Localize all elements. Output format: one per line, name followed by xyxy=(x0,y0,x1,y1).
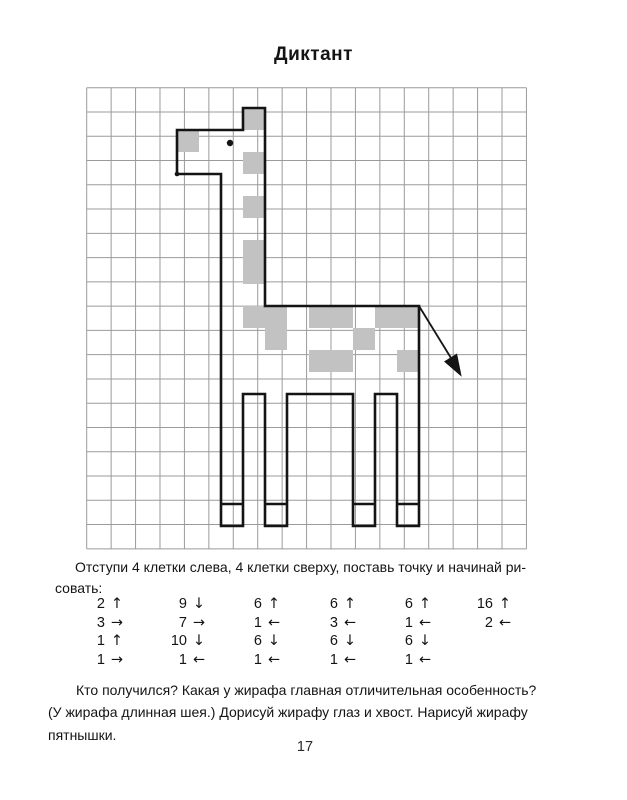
dictation-arrow: ↑ xyxy=(267,596,281,612)
instruction-paragraph xyxy=(55,557,595,599)
dictation-arrow: ← xyxy=(192,651,206,668)
dictation-arrow: ↑ xyxy=(418,596,432,612)
dictation-arrow: → xyxy=(110,651,124,668)
dictation-arrow: ← xyxy=(418,651,432,668)
dictation-arrow: ← xyxy=(343,651,357,668)
instruction-line: Отступи 4 клетки слева, 4 клетки сверху, поставь точку и начинай ри- xyxy=(75,559,527,575)
question-line: пятнышки. xyxy=(48,726,117,743)
dictation-arrow: ← xyxy=(343,614,357,631)
dictation-arrow: → xyxy=(110,614,124,631)
question-line: Кто получился? Какая у жирафа главная отличительная особенность? xyxy=(76,682,537,698)
dictation-count: 1 xyxy=(404,614,413,631)
dictation-count: 1 xyxy=(96,633,105,650)
dictation-row xyxy=(75,651,517,670)
dictation-arrow: ↑ xyxy=(110,596,124,612)
dictation-count: 6 xyxy=(329,633,338,650)
dictation-count: 6 xyxy=(253,633,262,650)
dictation-count: 1 xyxy=(253,651,262,668)
dictation-arrow: ↓ xyxy=(418,633,432,650)
dictation-count: 6 xyxy=(404,633,413,650)
dictation-arrow: ↓ xyxy=(267,633,281,650)
dictation-count: 2 xyxy=(96,596,105,612)
dictation-count: 7 xyxy=(178,614,187,631)
dictation-arrow: ↑ xyxy=(343,596,357,612)
dictation-table xyxy=(75,595,517,669)
dictation-row xyxy=(75,614,517,633)
dictation-count: 10 xyxy=(170,633,187,650)
page-title: Диктант xyxy=(274,44,353,65)
dictation-count: 1 xyxy=(404,651,413,668)
instruction-line: совать: xyxy=(55,580,103,596)
dictation-arrow: ← xyxy=(267,651,281,668)
dictation-arrow: ↓ xyxy=(192,633,206,650)
dictation-arrow: ↑ xyxy=(110,633,124,650)
dictation-row xyxy=(75,632,517,651)
dictation-arrow: ↑ xyxy=(498,596,512,612)
dictation-count: 16 xyxy=(476,596,493,612)
page-number: 17 xyxy=(296,739,314,755)
dictation-row xyxy=(75,595,517,614)
dictation-arrow: ← xyxy=(267,614,281,631)
dictation-arrow: ↓ xyxy=(192,596,206,612)
dictation-count: 6 xyxy=(329,596,338,612)
dictation-count: 2 xyxy=(484,614,493,631)
dictation-arrow: ← xyxy=(498,614,512,631)
dictation-arrow: → xyxy=(192,614,206,631)
dictation-count: 1 xyxy=(96,651,105,668)
dictation-count: 1 xyxy=(178,651,187,668)
dictation-count: 6 xyxy=(404,596,413,612)
dictation-count: 6 xyxy=(253,596,262,612)
dictation-count: 1 xyxy=(253,614,262,631)
dictation-count: 3 xyxy=(329,614,338,631)
dictation-count: 1 xyxy=(329,651,338,668)
dictation-arrow: ← xyxy=(418,614,432,631)
question-paragraph xyxy=(48,679,593,746)
dictation-count: 9 xyxy=(178,596,187,612)
question-line: (У жирафа длинная шея.) Дорисуй жирафу глаз и хвост. Нарисуй жирафу xyxy=(48,704,528,721)
dictation-arrow: ↓ xyxy=(343,633,357,650)
dictation-count: 3 xyxy=(96,614,105,631)
